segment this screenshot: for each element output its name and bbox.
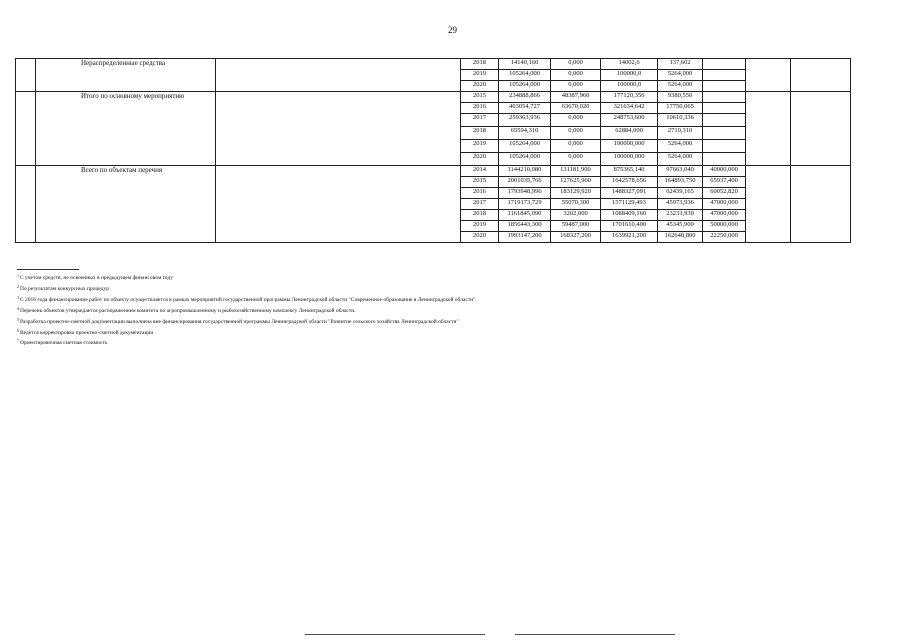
footnote bbox=[17, 283, 717, 294]
footnote bbox=[17, 305, 717, 316]
year-cell: 2018 bbox=[461, 210, 499, 221]
value-cell: 321634,642 bbox=[601, 103, 658, 114]
footnote-text: С 2016 года финансирование работ по объекту осуществляется в рамках мероприятий государственной программы Ленинградской области "Современное образование в Ленинградской области". bbox=[20, 296, 477, 303]
scan-edge-line bbox=[515, 634, 675, 635]
footnote-text: С учетом средств, не освоенных в предыдущем финансовом году bbox=[20, 275, 173, 281]
empty-cell bbox=[746, 92, 791, 166]
value-cell: 131181,900 bbox=[551, 166, 601, 177]
value-cell: 5264,000 bbox=[658, 140, 703, 153]
footnote-mark: 5 bbox=[17, 316, 19, 322]
value-cell: 127625,960 bbox=[551, 177, 601, 188]
table-row bbox=[16, 59, 851, 70]
value-cell: 1701610,400 bbox=[601, 221, 658, 232]
value-cell: 168327,200 bbox=[551, 232, 601, 243]
value-cell: 40000,000 bbox=[703, 166, 746, 177]
value-cell: 177120,356 bbox=[601, 92, 658, 103]
footnote-text: Ведется корректировка проектно-сметной документации bbox=[20, 329, 154, 336]
year-cell: 2017 bbox=[461, 199, 499, 210]
value-cell: 183129,920 bbox=[551, 188, 601, 199]
row-marker-cell bbox=[16, 166, 36, 243]
value-cell: 65937,400 bbox=[703, 177, 746, 188]
footnote-mark: 4 bbox=[17, 305, 19, 311]
empty-cell bbox=[216, 166, 461, 243]
footnote-separator bbox=[17, 269, 79, 270]
footnote-mark: 6 bbox=[17, 327, 19, 333]
footnote bbox=[17, 337, 717, 348]
value-cell: 403054,727 bbox=[499, 103, 551, 114]
value-cell: 105264,000 bbox=[499, 70, 551, 81]
value-cell: 9380,550 bbox=[658, 92, 703, 103]
value-cell bbox=[703, 153, 746, 166]
value-cell: 63670,020 bbox=[551, 103, 601, 114]
value-cell: 0,000 bbox=[551, 127, 601, 140]
value-cell: 259363,936 bbox=[499, 114, 551, 127]
table-row bbox=[16, 92, 851, 103]
year-cell: 2019 bbox=[461, 140, 499, 153]
value-cell bbox=[703, 59, 746, 70]
value-cell: 105264,000 bbox=[499, 140, 551, 153]
empty-cell bbox=[216, 92, 461, 166]
value-cell: 105264,000 bbox=[499, 153, 551, 166]
value-cell: 1993147,200 bbox=[499, 232, 551, 243]
value-cell: 875365,140 bbox=[601, 166, 658, 177]
empty-cell bbox=[791, 92, 851, 166]
value-cell: 0,000 bbox=[551, 81, 601, 92]
year-cell: 2016 bbox=[461, 103, 499, 114]
value-cell: 1571129,493 bbox=[601, 199, 658, 210]
block-name: Всего по объектам перечня bbox=[36, 166, 216, 243]
empty-cell bbox=[791, 166, 851, 243]
value-cell: 62884,000 bbox=[601, 127, 658, 140]
value-cell: 164893,750 bbox=[658, 177, 703, 188]
value-cell: 0,000 bbox=[551, 59, 601, 70]
value-cell: 0,000 bbox=[551, 140, 601, 153]
value-cell: 10610,336 bbox=[658, 114, 703, 127]
year-cell: 2015 bbox=[461, 92, 499, 103]
value-cell: 59487,000 bbox=[551, 221, 601, 232]
value-cell: 1161845,090 bbox=[499, 210, 551, 221]
value-cell: 3202,000 bbox=[551, 210, 601, 221]
footnote-text: Перечень объектов утверждается распоряжением комитета по агропромышленному и рыбохозяйственному комплексу Ленинградской области. bbox=[20, 307, 356, 314]
footnote-list bbox=[17, 272, 717, 348]
scan-edge-line bbox=[305, 634, 485, 635]
value-cell: 47000,000 bbox=[703, 199, 746, 210]
footnote-mark: 7 bbox=[17, 338, 19, 344]
value-cell bbox=[703, 70, 746, 81]
value-cell: 0,000 bbox=[551, 114, 601, 127]
value-cell: 100000,000 bbox=[601, 153, 658, 166]
year-cell: 2015 bbox=[461, 177, 499, 188]
value-cell: 1639921,200 bbox=[601, 232, 658, 243]
value-cell: 5264,000 bbox=[658, 70, 703, 81]
value-cell bbox=[703, 140, 746, 153]
empty-cell bbox=[746, 166, 791, 243]
value-cell: 45973,936 bbox=[658, 199, 703, 210]
value-cell: 17750,065 bbox=[658, 103, 703, 114]
block-name: Нераспределенные средства bbox=[36, 59, 216, 92]
year-cell: 2017 bbox=[461, 114, 499, 127]
footnote bbox=[17, 272, 717, 283]
footnote bbox=[17, 294, 717, 305]
value-cell: 162648,800 bbox=[658, 232, 703, 243]
value-cell: 60052,820 bbox=[703, 188, 746, 199]
year-cell: 2016 bbox=[461, 188, 499, 199]
empty-cell bbox=[216, 59, 461, 92]
value-cell bbox=[703, 103, 746, 114]
value-cell: 0,000 bbox=[551, 153, 601, 166]
value-cell: 97663,040 bbox=[658, 166, 703, 177]
value-cell: 1144210,080 bbox=[499, 166, 551, 177]
year-cell: 2019 bbox=[461, 221, 499, 232]
value-cell: 105264,000 bbox=[499, 81, 551, 92]
value-cell: 137,602 bbox=[658, 59, 703, 70]
block-name: Итого по основному мероприятию bbox=[36, 92, 216, 166]
value-cell: 2710,310 bbox=[658, 127, 703, 140]
year-cell: 2014 bbox=[461, 166, 499, 177]
year-cell: 2020 bbox=[461, 232, 499, 243]
empty-cell bbox=[791, 59, 851, 92]
value-cell: 45345,900 bbox=[658, 221, 703, 232]
value-cell: 14002,6 bbox=[601, 59, 658, 70]
value-cell: 22250,000 bbox=[703, 232, 746, 243]
value-cell: 1856443,300 bbox=[499, 221, 551, 232]
value-cell: 14140,160 bbox=[499, 59, 551, 70]
row-marker-cell bbox=[16, 92, 36, 166]
footnote-mark: 1 bbox=[17, 273, 19, 278]
footnotes bbox=[17, 272, 717, 348]
table-body bbox=[16, 59, 851, 243]
value-cell: 1088409,160 bbox=[601, 210, 658, 221]
footnote-text: Разработка проектно-сметной документации выполнена вне финансирования государственной программы Ленинградской области "Развитие сельского хозяйства Ленинградской области" bbox=[20, 318, 459, 325]
financing-table bbox=[15, 58, 851, 243]
value-cell: 100000,000 bbox=[601, 140, 658, 153]
value-cell: 234888,866 bbox=[499, 92, 551, 103]
year-cell: 2020 bbox=[461, 153, 499, 166]
value-cell: 1488327,091 bbox=[601, 188, 658, 199]
value-cell: 5264,000 bbox=[658, 81, 703, 92]
footnote bbox=[17, 316, 717, 327]
value-cell: 65594,310 bbox=[499, 127, 551, 140]
year-cell: 2018 bbox=[461, 59, 499, 70]
value-cell: 100000,0 bbox=[601, 70, 658, 81]
value-cell: 5264,000 bbox=[658, 153, 703, 166]
footnote bbox=[17, 327, 717, 338]
footnote-mark: 2 bbox=[17, 283, 19, 289]
year-cell: 2020 bbox=[461, 81, 499, 92]
value-cell: 2001035,766 bbox=[499, 177, 551, 188]
footnote-text: По результатам конкурсных процедур bbox=[20, 285, 109, 292]
value-cell bbox=[703, 127, 746, 140]
page-number: 29 bbox=[448, 25, 457, 35]
value-cell bbox=[703, 92, 746, 103]
value-cell bbox=[703, 81, 746, 92]
value-cell: 48387,960 bbox=[551, 92, 601, 103]
footnote-mark: 3 bbox=[17, 294, 19, 300]
value-cell: 248753,600 bbox=[601, 114, 658, 127]
value-cell: 0,000 bbox=[551, 70, 601, 81]
value-cell: 50000,000 bbox=[703, 221, 746, 232]
table-row bbox=[16, 166, 851, 177]
value-cell: 1793948,996 bbox=[499, 188, 551, 199]
value-cell: 62439,165 bbox=[658, 188, 703, 199]
value-cell: 47000,000 bbox=[703, 210, 746, 221]
year-cell: 2018 bbox=[461, 127, 499, 140]
year-cell: 2019 bbox=[461, 70, 499, 81]
footnote-text: Ориентировочная сметная стоимость bbox=[20, 340, 108, 347]
value-cell bbox=[703, 114, 746, 127]
value-cell: 55070,300 bbox=[551, 199, 601, 210]
value-cell: 100000,0 bbox=[601, 81, 658, 92]
empty-cell bbox=[746, 59, 791, 92]
row-marker-cell bbox=[16, 59, 36, 92]
value-cell: 23233,930 bbox=[658, 210, 703, 221]
value-cell: 1719173,729 bbox=[499, 199, 551, 210]
value-cell: 1642578,656 bbox=[601, 177, 658, 188]
